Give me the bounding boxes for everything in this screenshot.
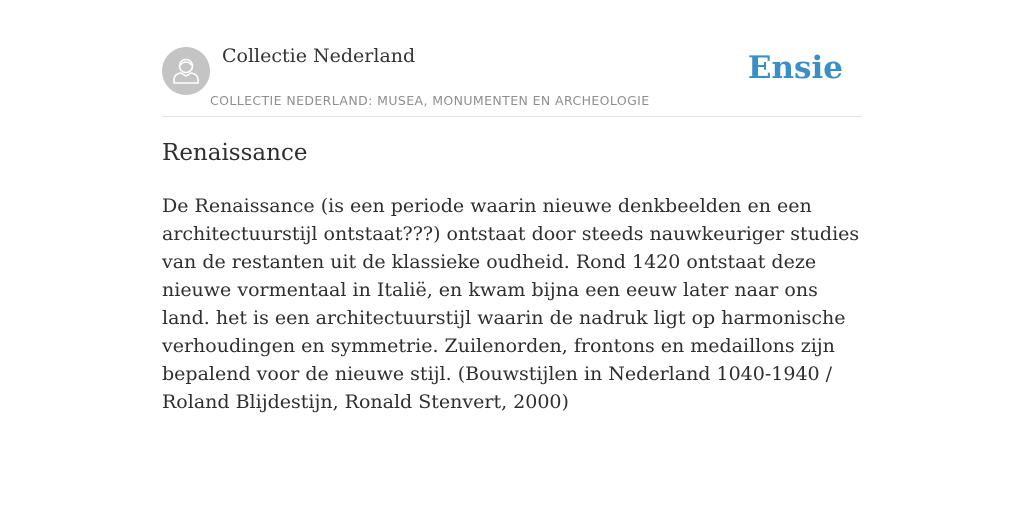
author-subtitle: COLLECTIE NEDERLAND: MUSEA, MONUMENTEN EN ARCHEOLOGIE — [210, 93, 650, 108]
article-body: De Renaissance (is een periode waarin nieuwe denkbeelden en een architectuurstijl ontstaat???) ontstaat door steeds nauwkeuriger studies van de restanten uit de klassieke oudheid. Rond 1420 ontstaat deze nieuwe vormentaal in Italië, en kwam bijna een eeuw later naar ons land. het is een architectuurstijl waarin de nadruk ligt op harmonische verhoudingen en symmetrie. Zuilenorden, frontons en medaillons zijn bepalend voor de nieuwe stijl. (Bouwstijlen in Nederland 1040-1940 / Roland Blijdestijn, Ronald Stenvert, 2000) — [162, 195, 860, 413]
brand-logo[interactable]: Ensie — [747, 50, 843, 86]
article-header — [162, 0, 862, 117]
user-avatar-icon[interactable] — [162, 47, 210, 95]
article-title: Renaissance — [162, 140, 308, 166]
author-name-link[interactable]: Collectie Nederland — [222, 45, 416, 67]
page-container — [162, 0, 862, 413]
